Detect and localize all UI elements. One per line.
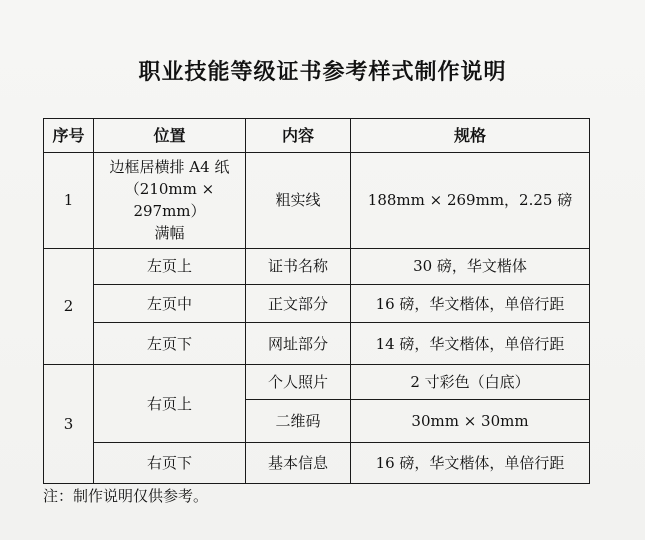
row-spec: 16 磅，华文楷体，单倍行距: [351, 443, 590, 484]
row-spec: 30 磅，华文楷体: [351, 248, 590, 284]
header-index: 序号: [44, 119, 94, 153]
row-position: 右页上: [94, 365, 246, 443]
table-header-row: [44, 119, 590, 153]
row-spec: 14 磅，华文楷体，单倍行距: [351, 323, 590, 365]
row-content: 证书名称: [246, 248, 351, 284]
row-index: 2: [44, 248, 94, 365]
row-index: 1: [44, 153, 94, 248]
position-line: （210mm × 297mm）: [124, 180, 215, 221]
table-row: [44, 248, 590, 284]
footnote: 注：制作说明仅供参考。: [43, 487, 209, 505]
table-row: [44, 365, 590, 400]
row-content: 粗实线: [246, 153, 351, 248]
header-position: 位置: [94, 119, 246, 153]
row-position: 左页下: [94, 323, 246, 365]
row-content: 正文部分: [246, 284, 351, 323]
position-line: 边框居横排 A4 纸: [109, 158, 230, 177]
row-spec: 188mm × 269mm，2.25 磅: [351, 153, 590, 248]
row-position: 左页中: [94, 284, 246, 323]
row-content: 个人照片: [246, 365, 351, 400]
row-spec: 16 磅，华文楷体，单倍行距: [351, 284, 590, 323]
table-row: [44, 153, 590, 248]
table-row: [44, 284, 590, 323]
row-position: 右页下: [94, 443, 246, 484]
row-position: 左页上: [94, 248, 246, 284]
table-row: [44, 323, 590, 365]
row-index: 3: [44, 365, 94, 484]
spec-table: [43, 118, 590, 484]
table-row: [44, 443, 590, 484]
row-content: 基本信息: [246, 443, 351, 484]
row-spec: 30mm × 30mm: [351, 400, 590, 443]
row-position: [94, 153, 246, 248]
row-spec: 2 寸彩色（白底）: [351, 365, 590, 400]
header-spec: 规格: [351, 119, 590, 153]
document-title: 职业技能等级证书参考样式制作说明: [138, 60, 507, 85]
header-content: 内容: [246, 119, 351, 153]
row-content: 二维码: [246, 400, 351, 443]
position-line: 满幅: [154, 224, 185, 243]
row-content: 网址部分: [246, 323, 351, 365]
